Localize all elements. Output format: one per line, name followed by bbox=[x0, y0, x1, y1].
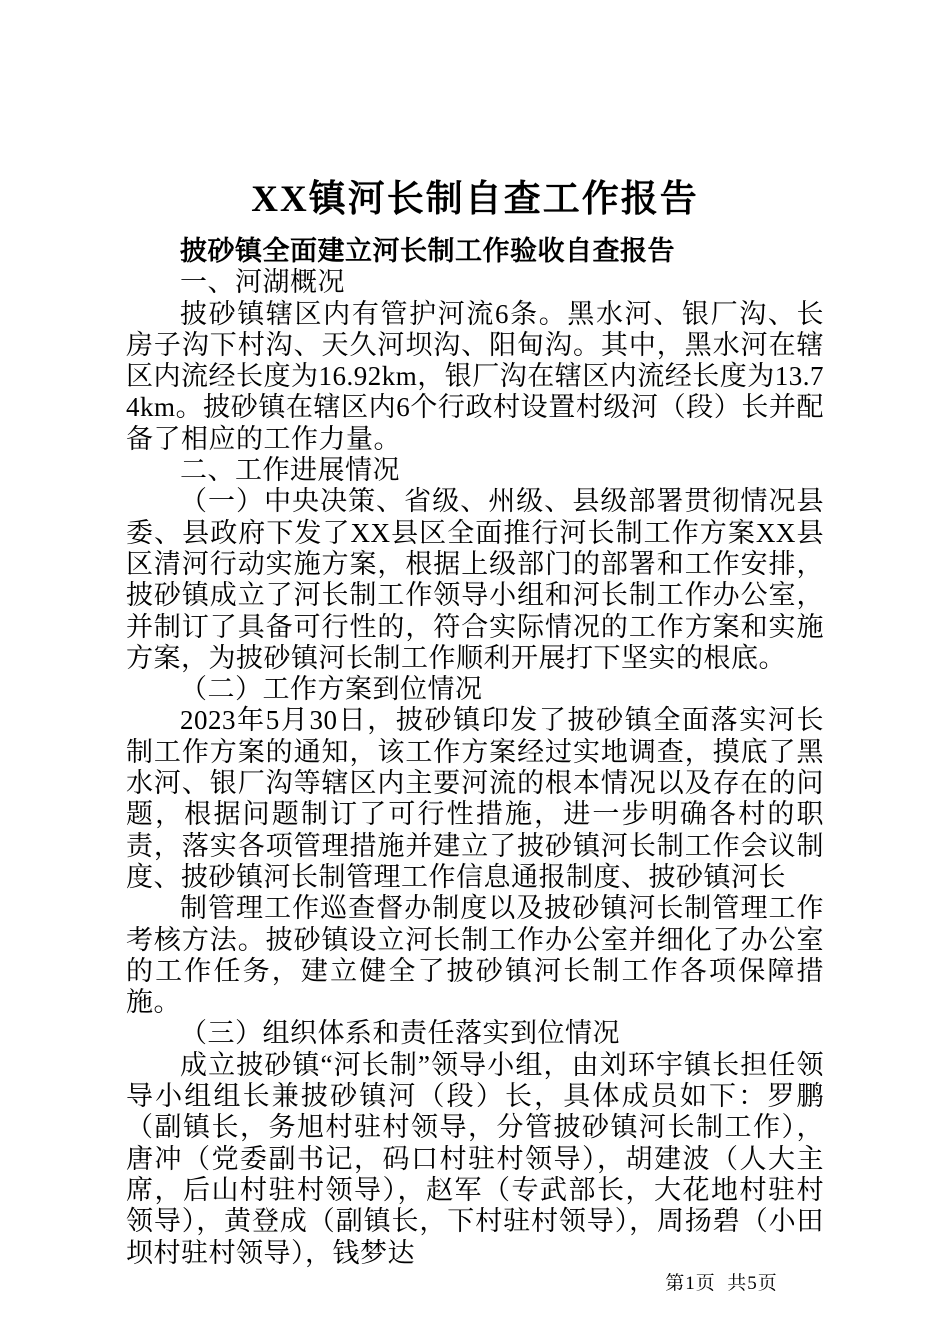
sub-heading: （三）组织体系和责任落实到位情况 bbox=[180, 1018, 620, 1049]
paragraph: （一）中央决策、省级、州级、县级部署贯彻情况县委、县政府下发了XX县区全面推行河长制工作方案XX县区清河行动实施方案，根据上级部门的部署和工作安排，披砂镇成立了河长制工作领导小组和河长制工作办公室，并制订了具备可行性的，符合实际情况的工作方案和实施方案，为披砂镇河长制工作顺利开展打下坚实的根底。 bbox=[126, 486, 824, 673]
document-subtitle: 披砂镇全面建立河长制工作验收自查报告 bbox=[180, 236, 675, 266]
section-heading-2: 二、工作进展情况 bbox=[180, 455, 400, 486]
paragraph: 成立披砂镇“河长制”领导小组，由刘环宇镇长担任领导小组组长兼披砂镇河（段）长，具体成员如下：罗鹏（副镇长，务旭村驻村领导，分管披砂镇河长制工作），唐冲（党委副书记，码口村驻村领导），胡建波（人大主席，后山村驻村领导），赵军（专武部长，大花地村驻村领导），黄登成（副镇长，下村驻村领导），周扬碧（小田坝村驻村领导），钱梦达 bbox=[126, 1049, 824, 1268]
paragraph: 披砂镇辖区内有管护河流6条。黑水河、银厂沟、长房子沟下村沟、天久河坝沟、阳甸沟。其中，黑水河在辖区内流经长度为16.92km，银厂沟在辖区内流经长度为13.74km。披砂镇在辖区内6个行政村设置村级河（段）长并配备了相应的工作力量。 bbox=[126, 298, 825, 454]
document-title: XX镇河长制自查工作报告 bbox=[251, 179, 699, 220]
paragraph: 2023年5月30日，披砂镇印发了披砂镇全面落实河长制工作方案的通知，该工作方案经过实地调查，摸底了黑水河、银厂沟等辖区内主要河流的根本情况以及存在的问题，根据问题制订了可行性措施，进一步明确各村的职责，落实各项管理措施并建立了披砂镇河长制工作会议制度、披砂镇河长制管理工作信息通报制度、披砂镇河长 bbox=[126, 705, 824, 892]
section-heading-1: 一、河湖概况 bbox=[180, 267, 345, 298]
page-number-label: 第1页 共5页 bbox=[665, 1273, 778, 1294]
sub-heading: （二）工作方案到位情况 bbox=[180, 674, 483, 705]
page-footer bbox=[560, 1246, 860, 1317]
document-content bbox=[126, 178, 824, 1269]
paragraph: 制管理工作巡查督办制度以及披砂镇河长制管理工作考核方法。披砂镇设立河长制工作办公室并细化了办公室的工作任务，建立健全了披砂镇河长制工作各项保障措施。 bbox=[126, 893, 824, 1018]
